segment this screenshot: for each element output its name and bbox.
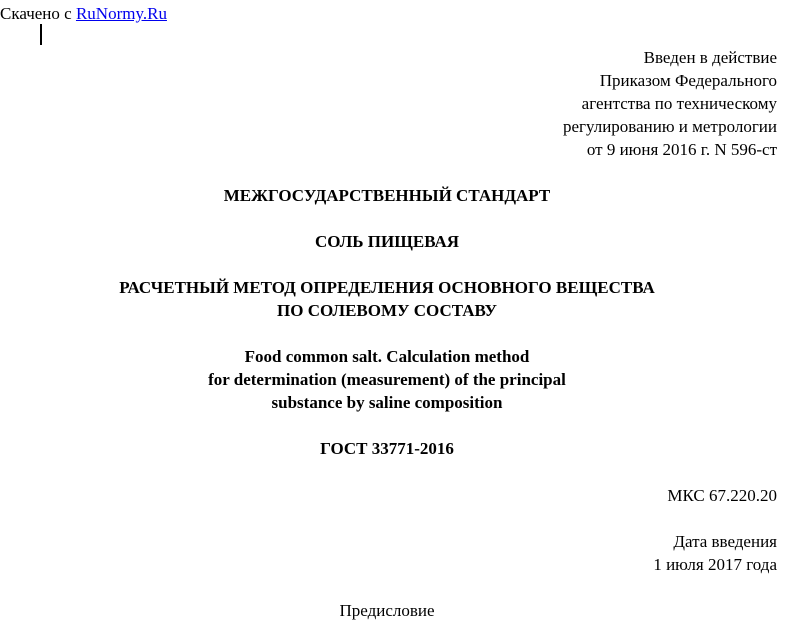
adoption-note-line: Приказом Федерального	[599, 71, 777, 90]
mks-code: МКС 67.220.20	[667, 486, 777, 505]
standard-type-heading: МЕЖГОСУДАРСТВЕННЫЙ СТАНДАРТ	[223, 186, 551, 205]
introduction-date-line: 1 июля 2017 года	[653, 555, 777, 574]
adoption-note	[563, 46, 777, 161]
english-title-line: substance by saline composition	[271, 393, 503, 412]
text-cursor	[40, 24, 42, 45]
english-title-line: Food common salt. Calculation method	[244, 347, 530, 366]
adoption-note-line: Введен в действие	[643, 48, 777, 67]
adoption-note-line: регулированию и метрологии	[562, 117, 777, 136]
method-title	[0, 276, 774, 322]
method-title-line: РАСЧЕТНЫЙ МЕТОД ОПРЕДЕЛЕНИЯ ОСНОВНОГО ВЕЩЕСТВА	[119, 278, 655, 297]
gost-number: ГОСТ 33771-2016	[320, 439, 454, 458]
adoption-note-line: от 9 июня 2016 г. N 596-ст	[586, 140, 777, 159]
preface-heading: Предисловие	[339, 601, 435, 620]
method-title-line: ПО СОЛЕВОМУ СОСТАВУ	[277, 301, 497, 320]
introduction-date-line: Дата введения	[673, 532, 777, 551]
source-line	[0, 2, 167, 25]
english-title-line: for determination (measurement) of the principal	[208, 370, 566, 389]
english-title	[0, 345, 774, 414]
product-title: СОЛЬ ПИЩЕВАЯ	[314, 232, 460, 251]
introduction-date	[653, 530, 777, 576]
adoption-note-line: агентства по техническому	[581, 94, 777, 113]
source-link[interactable]: RuNormy.Ru	[75, 4, 167, 23]
source-prefix: Скачено с	[0, 4, 76, 23]
